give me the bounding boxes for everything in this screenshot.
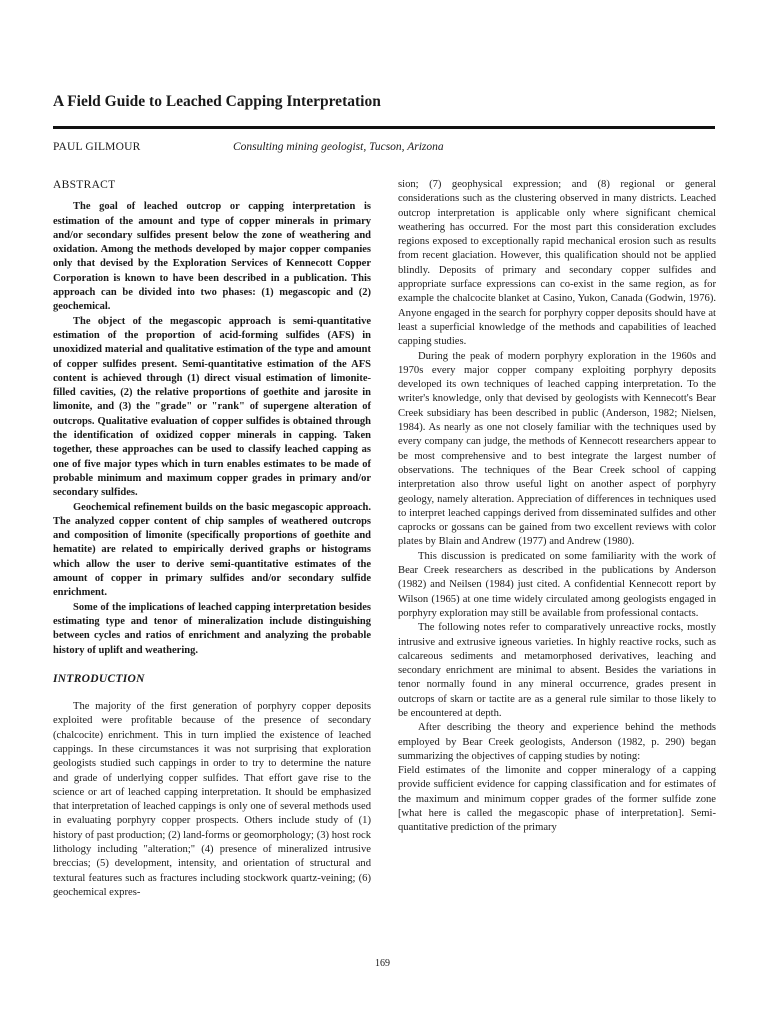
block-quote: Field estimates of the limonite and copper mineralogy of a capping provide sufficient evidence for capping classification and for estimates of the maximum and minimum copper grades of the former sulfide zone [what here is called the megascopic phase of interpretation]. Semi-quantitative prediction of the primary: [398, 765, 716, 834]
abstract-paragraph: The object of the megascopic approach is semi-quantitative estimation of the proportion of acid-forming sulfides (AFS) in unoxidized material and qualitative estimation of the type and amount of copper sulfides present. Semi-quantitative estimation of the AFS content is achieved through (1) direct visual estimation of limonite-filled cavities, (2) the relative proportions of goethite and jarosite in limonite, and (3) the "grade" or "rank" of supergene alteration of outcrops. Qualitative evaluation of copper sulfides is obtained through the identification of oxidized copper minerals in capping. Taken together, these approaches can be used to classify leached capping as one of five major types which in turn enables estimates to be made of probable minimum and maximum copper grades in primary and/or secondary sulfides.: [53, 315, 371, 499]
body-paragraph: This discussion is predicated on some familiarity with the work of Bear Creek researchers as described in the publications by Anderson (1982) and Neilsen (1984) just cited. A confidential Kennecott report by Wilson (1965) at one time widely circulated among geologists engaged in porphyry exploration may still be available from professional contacts.: [398, 550, 716, 619]
abstract-paragraph: The goal of leached outcrop or capping interpretation is estimation of the amount and type of copper minerals in primary and/or secondary sulfides present below the zone of weathering and oxidation. Among the methods developed by major copper companies only that devised by the Exploration Services of Kennecott Copper Corporation is known to have been described in a publication. This approach can be divided into two phases: (1) megascopic and (2) geochemical.: [53, 201, 371, 313]
body-paragraph: The following notes refer to comparatively unreactive rocks, mostly intrusive and extrusive igneous varieties. In highly reactive rocks, such as calcareous sediments and metamorphosed derivatives, leaching and secondary enrichment are minimal to absent. Besides the variations in tenor normally found in any mineral occurrence, grades present in outcrops of skarn or tactite are as a general rule similar to those likely to be encountered at depth.: [398, 622, 716, 719]
body-paragraph: During the peak of modern porphyry exploration in the 1960s and 1970s every major copper company exploiting porphyry deposits developed its own techniques of leached capping interpretation. To the writer's knowledge, only that devised by geologists with Kennecott's Bear Creek subsidiary has been described in public (Anderson, 1982; Nielsen, 1984). As nearly as one not closely familiar with the techniques used by every company can judge, the methods of Kennecott researchers appear to be most comprehensive and to best integrate the largest number of observations. The techniques of the Bear Creek school of capping interpretation also throw useful light on another aspect of porphyry geology, namely alteration. Appreciation of differences in techniques used to interpret leached cappings derived from disseminated sulfides and other caprocks or gossans can be gained from two excellent reviews with color plates by Blain and Andrew (1977) and Andrew (1980).: [398, 350, 716, 548]
abstract-heading: ABSTRACT: [53, 179, 116, 191]
body-paragraph: After describing the theory and experience behind the methods employed by Bear Creek geologists, Anderson (1982, p. 290) began summarizing the objectives of capping studies by noting:: [398, 722, 716, 762]
left-column: [53, 178, 371, 900]
introduction-heading: INTRODUCTION: [53, 672, 145, 685]
page-number: 169: [375, 958, 390, 969]
abstract-body: [53, 200, 371, 658]
author-affiliation: Consulting mining geologist, Tucson, Arizona: [233, 141, 444, 153]
body-paragraph: sion; (7) geophysical expression; and (8) regional or general considerations such as the clustering observed in many districts. Leached outcrop interpretation is applicable only where significant chemical weathering has occurred. For the most part this consideration excludes regions exposed to exceptionally rapid mechanical erosion such as results from recent glaciation. However, this qualification should not be applied blindly. Deposits of primary and secondary copper sulfides and appropriate surface expressions can co-exist in the same region, as for example the chalcocite blanket at Casino, Yukon, Canada (Godwin, 1976). Anyone engaged in the search for porphyry copper deposits should have at least a superficial knowledge of the methods and capabilities of leached capping studies.: [398, 179, 716, 348]
author-name: PAUL GILMOUR: [53, 141, 141, 153]
right-column: [398, 178, 716, 836]
title-rule: [53, 126, 715, 129]
abstract-paragraph: Geochemical refinement builds on the basic megascopic approach. The analyzed copper content of chip samples of weathered outcrops and composition of limonite (specifically proportions of goethite and hematite) are related to empirically derived graphs or histograms which allow the user to derive semi-quantitative estimates of the amount of copper in primary sulfides and/or secondary sulfide enrichment.: [53, 501, 371, 599]
article-title: A Field Guide to Leached Capping Interpretation: [53, 93, 381, 110]
abstract-paragraph: Some of the implications of leached capping interpretation besides estimating type and tenor of mineralization include distinguishing between cycles and ratios of enrichment and analyzing the probable history of uplift and weathering.: [53, 601, 371, 656]
intro-paragraph: The majority of the first generation of porphyry copper deposits exploited were profitable because of the presence of secondary (chalcocite) enrichment. This in turn implied the existence of leached cappings. In these circumstances it was not surprising that exploration geologists studied such cappings in order to try to determine the nature and grade of underlying copper sulfides. That effort gave rise to the science or art of leached capping interpretation. It should be emphasized that interpretation of leached cappings is only one of several methods used in evaluating porphyry copper prospects. Others include study of (1) history of past production; (2) land-forms or geomorphology; (3) host rock lithology including "alteration;" (4) presence of mineralized intrusive breccias; (5) development, intensity, and orientation of structural and textural features such as fractures including stockwork quartz-veining; (6) geochemical expres-: [53, 701, 371, 898]
